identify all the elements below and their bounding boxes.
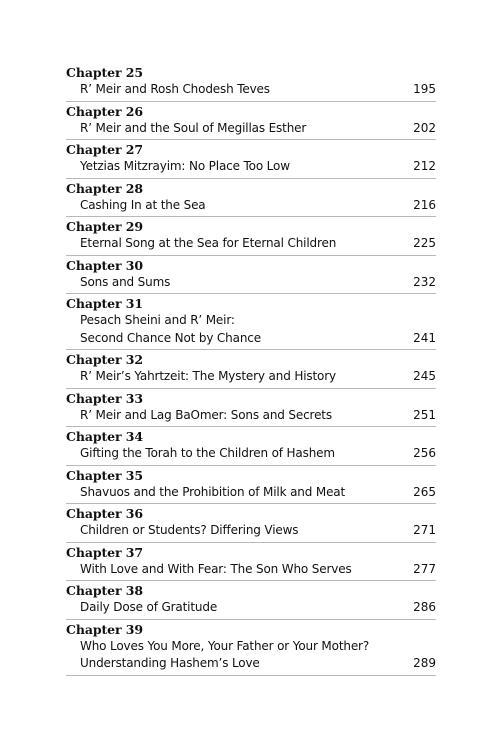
chapter-title-row [66,120,436,138]
toc-entry[interactable] [66,427,436,466]
chapter-label: Chapter 29 [66,219,143,234]
chapter-title-row [66,158,436,176]
chapter-title-row [66,312,436,347]
chapter-title-row [66,638,436,673]
toc-entry[interactable] [66,63,436,102]
page-number: 286 [413,600,436,614]
chapter-label: Chapter 39 [66,621,143,637]
chapter-title-line: Cashing In at the Sea [80,197,206,212]
chapter-title-row [66,197,436,215]
chapter-title-row [66,407,436,425]
chapter-title [80,235,336,253]
toc-entry[interactable] [66,140,436,179]
chapter-title [80,484,345,502]
chapter-title-line: Who Loves You More, Your Father or Your Mother? [80,638,370,653]
page-number: 212 [413,159,436,173]
table-of-contents [66,63,436,676]
page-number: 202 [413,120,436,135]
chapter-title [80,158,290,176]
chapter-title-row [66,561,436,579]
chapter-title-row [66,599,436,617]
chapter-label: Chapter 32 [66,352,143,367]
page-number: 277 [413,561,436,576]
page-number: 251 [413,407,436,422]
toc-entry[interactable] [66,504,436,543]
chapter-title-row [66,235,436,253]
chapter-title [80,274,170,292]
chapter-label: Chapter 27 [66,142,143,157]
chapter-title [80,522,298,540]
toc-entry[interactable] [66,350,436,389]
chapter-title [80,81,270,99]
page-number: 232 [413,274,436,289]
chapter-title-row [66,522,436,540]
chapter-label: Chapter 28 [66,180,143,196]
chapter-title [80,638,369,673]
chapter-label: Chapter 38 [66,583,143,598]
chapter-title-line: Eternal Song at the Sea for Eternal Children [80,236,337,250]
chapter-title-line: Sons and Sums [80,274,171,289]
page-number: 265 [413,484,436,499]
chapter-label: Chapter 26 [66,103,143,119]
page-number: 271 [413,523,436,537]
page-number: 195 [413,82,436,96]
toc-entry[interactable] [66,217,436,256]
chapter-title-row [66,484,436,502]
toc-entry[interactable] [66,256,436,295]
chapter-label: Chapter 34 [66,429,143,444]
chapter-title [80,312,261,347]
chapter-title [80,445,335,463]
chapter-title-row [66,274,436,292]
chapter-label: Chapter 36 [66,506,143,521]
chapter-title-line: Understanding Hashem’s Love [80,656,260,670]
chapter-title-row [66,81,436,99]
chapter-label: Chapter 30 [66,257,143,273]
chapter-title-line: Children or Students? Differing Views [80,523,299,537]
toc-entry[interactable] [66,543,436,582]
page-number: 241 [413,330,436,345]
chapter-title [80,561,352,579]
chapter-title-line: Yetzias Mitzrayim: No Place Too Low [80,159,290,173]
chapter-title [80,599,217,617]
chapter-label: Chapter 33 [66,390,143,406]
chapter-title-line: Shavuos and the Prohibition of Milk and Meat [80,484,346,499]
toc-entry[interactable] [66,581,436,620]
chapter-title [80,197,206,215]
page-number: 256 [413,446,436,460]
chapter-label: Chapter 35 [66,467,143,483]
page-number: 216 [413,197,436,212]
chapter-title-line: Daily Dose of Gratitude [80,600,218,614]
chapter-title-line: Gifting the Torah to the Children of Hashem [80,446,335,460]
chapter-label: Chapter 25 [66,65,143,80]
chapter-title-line: R’ Meir and the Soul of Megillas Esther [80,120,307,135]
chapter-title-row [66,445,436,463]
chapter-title-line: Pesach Sheini and R’ Meir: [80,313,235,327]
page-number: 225 [413,236,436,250]
chapter-title-line: R’ Meir and Rosh Chodesh Teves [80,82,270,96]
toc-entry[interactable] [66,620,436,676]
chapter-title-line: With Love and With Fear: The Son Who Serves [80,561,352,576]
toc-entry[interactable] [66,179,436,218]
page-number: 289 [413,656,436,670]
toc-entry[interactable] [66,466,436,505]
chapter-title [80,368,336,386]
chapter-label: Chapter 37 [66,544,143,560]
chapter-title-line: Second Chance Not by Chance [80,330,261,345]
toc-entry[interactable] [66,294,436,350]
chapter-title-row [66,368,436,386]
page-number: 245 [413,369,436,383]
chapter-title [80,120,306,138]
chapter-title-line: R’ Meir’s Yahrtzeit: The Mystery and History [80,369,336,383]
chapter-title-line: R’ Meir and Lag BaOmer: Sons and Secrets [80,407,332,422]
chapter-title [80,407,332,425]
toc-entry[interactable] [66,102,436,141]
chapter-label: Chapter 31 [66,296,143,311]
toc-entry[interactable] [66,389,436,428]
